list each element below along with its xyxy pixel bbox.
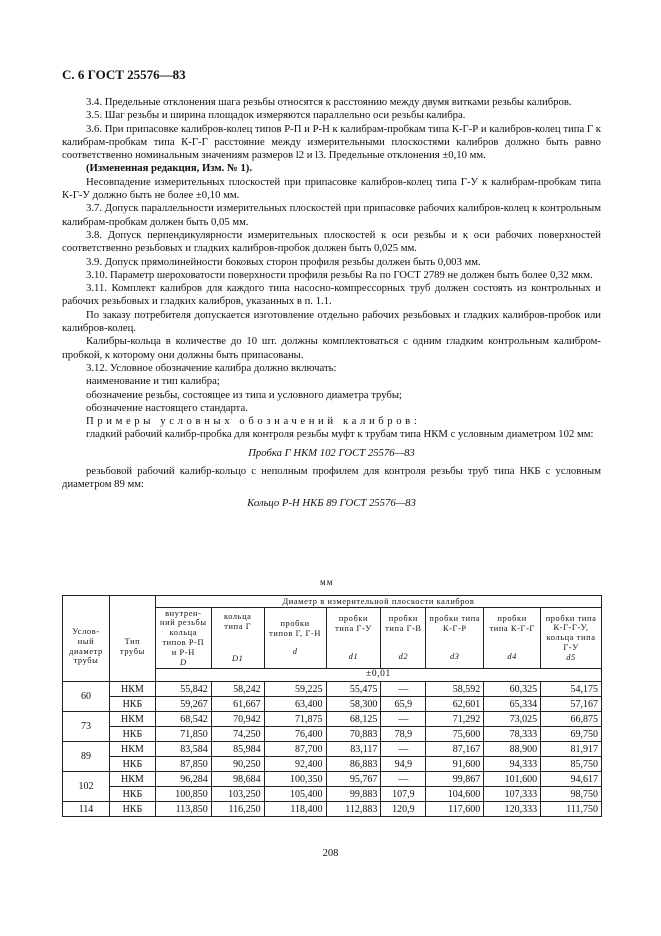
pipe-type-cell: НКБ (109, 802, 155, 817)
value-cell: 98,750 (541, 787, 602, 802)
value-cell: 87,167 (426, 742, 484, 757)
value-cell: 107,333 (484, 787, 541, 802)
value-cell: 94,617 (541, 772, 602, 787)
value-cell: 116,250 (211, 802, 264, 817)
value-cell: 78,9 (381, 727, 426, 742)
examples-heading: Примеры условных обозначений калибров: (86, 415, 421, 428)
value-cell: 113,850 (155, 802, 211, 817)
value-cell: 54,175 (541, 682, 602, 697)
pipe-type-cell: НКБ (109, 727, 155, 742)
value-cell: 105,400 (264, 787, 326, 802)
value-cell: 55,842 (155, 682, 211, 697)
value-cell: 101,600 (484, 772, 541, 787)
header-diameter-group: Диаметр в измерительной плоскости калибров (155, 596, 601, 608)
value-cell: 83,584 (155, 742, 211, 757)
value-cell: 104,600 (426, 787, 484, 802)
paragraph-3-11: 3.11. Комплект калибров для каждого типа насосно-компрессорных труб должен состоять из контрольных и рабочих резьбовых и гладких калибров, указанных в п. 1.1. (62, 282, 601, 308)
cond-diameter-cell: 102 (63, 772, 110, 802)
value-cell: 86,883 (326, 757, 381, 772)
table-row (63, 712, 602, 727)
header-col-5: пробки типа Г-В d2 (381, 608, 426, 669)
value-cell: 71,850 (155, 727, 211, 742)
value-cell: 95,767 (326, 772, 381, 787)
value-cell: 69,750 (541, 727, 602, 742)
value-cell: 75,600 (426, 727, 484, 742)
list-item-standard: обозначение настоящего стандарта. (86, 401, 248, 414)
cond-diameter-cell: 89 (63, 742, 110, 772)
value-cell: 94,333 (484, 757, 541, 772)
paragraph-3-8: 3.8. Допуск перпендикулярности измерительных плоскостей к оси резьбы и к оси рабочих поверхностей соответственно резьбовых и гладких калибров-пробок должен быть 0,025 мм. (62, 228, 601, 255)
paragraph-3-6: 3.6. При припасовке калибров-колец типов Р-П и Р-Н к калибрам-пробкам типа К-Г-Р и калибров-колец типа Г к калибрам-пробкам типа К-Г-Г расстояние между измерительными плоскостями калибров должно быть равно соответственно номинальным значениям размеров l2 и l3. Предельные отклонения ±0,10 мм. (62, 122, 601, 162)
table-unit: мм (320, 577, 334, 587)
value-cell: 87,700 (264, 742, 326, 757)
value-cell: 60,325 (484, 682, 541, 697)
pipe-type-cell: НКМ (109, 682, 155, 697)
pipe-type-cell: НКМ (109, 772, 155, 787)
header-col-4: пробки типа Г-У d1 (326, 608, 381, 669)
table-row (63, 772, 602, 787)
pipe-type-cell: НКБ (109, 697, 155, 712)
table-row (63, 787, 602, 802)
value-cell: — (381, 772, 426, 787)
document-body (62, 96, 601, 515)
paragraph-3-4: 3.4. Предельные отклонения шага резьбы относятся к расстоянию между двумя витками резьбы калибров. (86, 96, 572, 108)
value-cell: 98,684 (211, 772, 264, 787)
value-cell: 99,883 (326, 787, 381, 802)
pipe-type-cell: НКМ (109, 742, 155, 757)
pipe-type-cell: НКБ (109, 787, 155, 802)
value-cell: 59,225 (264, 682, 326, 697)
tolerance-row: ±0,01 (155, 669, 601, 682)
value-cell: 85,984 (211, 742, 264, 757)
value-cell: 68,542 (155, 712, 211, 727)
paragraph-3-10: 3.10. Параметр шероховатости поверхности профиля резьбы Ra по ГОСТ 2789 не должен быть более 0,32 мкм. (86, 268, 593, 281)
cond-diameter-cell: 114 (63, 802, 110, 817)
value-cell: 83,117 (326, 742, 381, 757)
value-cell: 96,284 (155, 772, 211, 787)
value-cell: 58,300 (326, 697, 381, 712)
value-cell: 63,400 (264, 697, 326, 712)
value-cell: 76,400 (264, 727, 326, 742)
table-row (63, 757, 602, 772)
value-cell: 91,600 (426, 757, 484, 772)
example-1-text: гладкий рабочий калибр-пробка для контроля резьбы муфт к трубам типа НКМ с условным диаметром 102 мм: (86, 428, 594, 441)
value-cell: — (381, 682, 426, 697)
value-cell: 94,9 (381, 757, 426, 772)
paragraph-rings: Калибры-кольца в количестве до 10 шт. должны комплектоваться с одним гладким контрольным калибром-пробкой, к которому они должны быть припасованы. (62, 335, 601, 361)
value-cell: 85,750 (541, 757, 602, 772)
value-cell: 111,750 (541, 802, 602, 817)
value-cell: 71,875 (264, 712, 326, 727)
header-col-7: пробки типа К-Г-Г d4 (484, 608, 541, 669)
example-2-designation: Кольцо Р-Н НКБ 89 ГОСТ 25576—83 (247, 496, 416, 509)
pipe-type-cell: НКМ (109, 712, 155, 727)
value-cell: 62,601 (426, 697, 484, 712)
header-pipe-type: Тип трубы (109, 596, 155, 682)
value-cell: 71,292 (426, 712, 484, 727)
page-header: С. 6 ГОСТ 25576—83 (62, 67, 186, 82)
value-cell: 70,942 (211, 712, 264, 727)
header-col-2: кольца типа Г D1 (211, 608, 264, 669)
value-cell: 73,025 (484, 712, 541, 727)
value-cell: 58,242 (211, 682, 264, 697)
value-cell: 99,867 (426, 772, 484, 787)
value-cell: 87,850 (155, 757, 211, 772)
cond-diameter-cell: 73 (63, 712, 110, 742)
value-cell: 59,267 (155, 697, 211, 712)
pipe-type-cell: НКБ (109, 757, 155, 772)
page-number: 208 (322, 848, 339, 859)
value-cell: 78,333 (484, 727, 541, 742)
table-row (63, 727, 602, 742)
value-cell: 58,592 (426, 682, 484, 697)
gauge-diameter-table (62, 595, 602, 817)
example-1-designation: Пробка Г НКМ 102 ГОСТ 25576—83 (248, 446, 415, 459)
table-body (63, 682, 602, 817)
value-cell: 55,475 (326, 682, 381, 697)
header-cond-diameter: Услов-ный диаметр трубы (63, 596, 110, 682)
table-row (63, 697, 602, 712)
value-cell: 88,900 (484, 742, 541, 757)
header-col-6: пробки типа К-Г-Р d3 (426, 608, 484, 669)
value-cell: 118,400 (264, 802, 326, 817)
paragraph-3-9: 3.9. Допуск прямолинейности боковых сторон профиля резьбы должен быть 0,003 мм. (86, 255, 481, 268)
cond-diameter-cell: 60 (63, 682, 110, 712)
paragraph-3-12: 3.12. Условное обозначение калибра должно включать: (86, 361, 337, 374)
value-cell: 90,250 (211, 757, 264, 772)
value-cell: 92,400 (264, 757, 326, 772)
value-cell: — (381, 712, 426, 727)
paragraph-mismatch: Несовпадение измерительных плоскостей при припасовке калибров-колец типа Г-У к калибрам-пробкам типа К-Г-У должно быть не более ±0,10 мм. (62, 175, 601, 202)
value-cell: 65,9 (381, 697, 426, 712)
value-cell: 120,333 (484, 802, 541, 817)
table-row (63, 802, 602, 817)
example-2-text: резьбовой рабочий калибр-кольцо с неполным профилем для контроля резьбы труб типа НКБ с условным диаметром 89 мм: (62, 465, 601, 491)
value-cell: 107,9 (381, 787, 426, 802)
value-cell: 70,883 (326, 727, 381, 742)
paragraph-3-5: 3.5. Шаг резьбы и ширина площадок измеряются параллельно оси резьбы калибра. (86, 109, 466, 122)
list-item-thread: обозначение резьбы, состоящее из типа и условного диаметра трубы; (86, 388, 403, 401)
value-cell: 68,125 (326, 712, 381, 727)
value-cell: 103,250 (211, 787, 264, 802)
value-cell: 117,600 (426, 802, 484, 817)
table-row (63, 682, 602, 697)
value-cell: 61,667 (211, 697, 264, 712)
value-cell: 100,850 (155, 787, 211, 802)
header-col-1: внутрен-ний резьбы кольца типов Р-П и Р-Н D (155, 608, 211, 669)
header-col-8: пробки типа К-Г-Г-У, кольца типа Г-У d5 (541, 608, 602, 669)
value-cell: 112,883 (326, 802, 381, 817)
paragraph-3-7: 3.7. Допуск параллельности измерительных плоскостей при припасовке рабочих калибров-колец к контрольным калибрам-пробкам должен быть 0,05 мм. (62, 202, 601, 228)
list-item-name: наименование и тип калибра; (86, 375, 220, 388)
header-col-3: пробки типов Г, Г-Н d (264, 608, 326, 669)
table-row (63, 742, 602, 757)
value-cell: 100,350 (264, 772, 326, 787)
value-cell: 120,9 (381, 802, 426, 817)
value-cell: 66,875 (541, 712, 602, 727)
value-cell: 57,167 (541, 697, 602, 712)
value-cell: — (381, 742, 426, 757)
paragraph-order: По заказу потребителя допускается изготовление отдельно рабочих резьбовых и гладких калибров-пробок или калибров-колец. (62, 308, 601, 335)
value-cell: 74,250 (211, 727, 264, 742)
amendment-note: (Измененная редакция, Изм. № 1). (86, 162, 253, 175)
value-cell: 81,917 (541, 742, 602, 757)
value-cell: 65,334 (484, 697, 541, 712)
